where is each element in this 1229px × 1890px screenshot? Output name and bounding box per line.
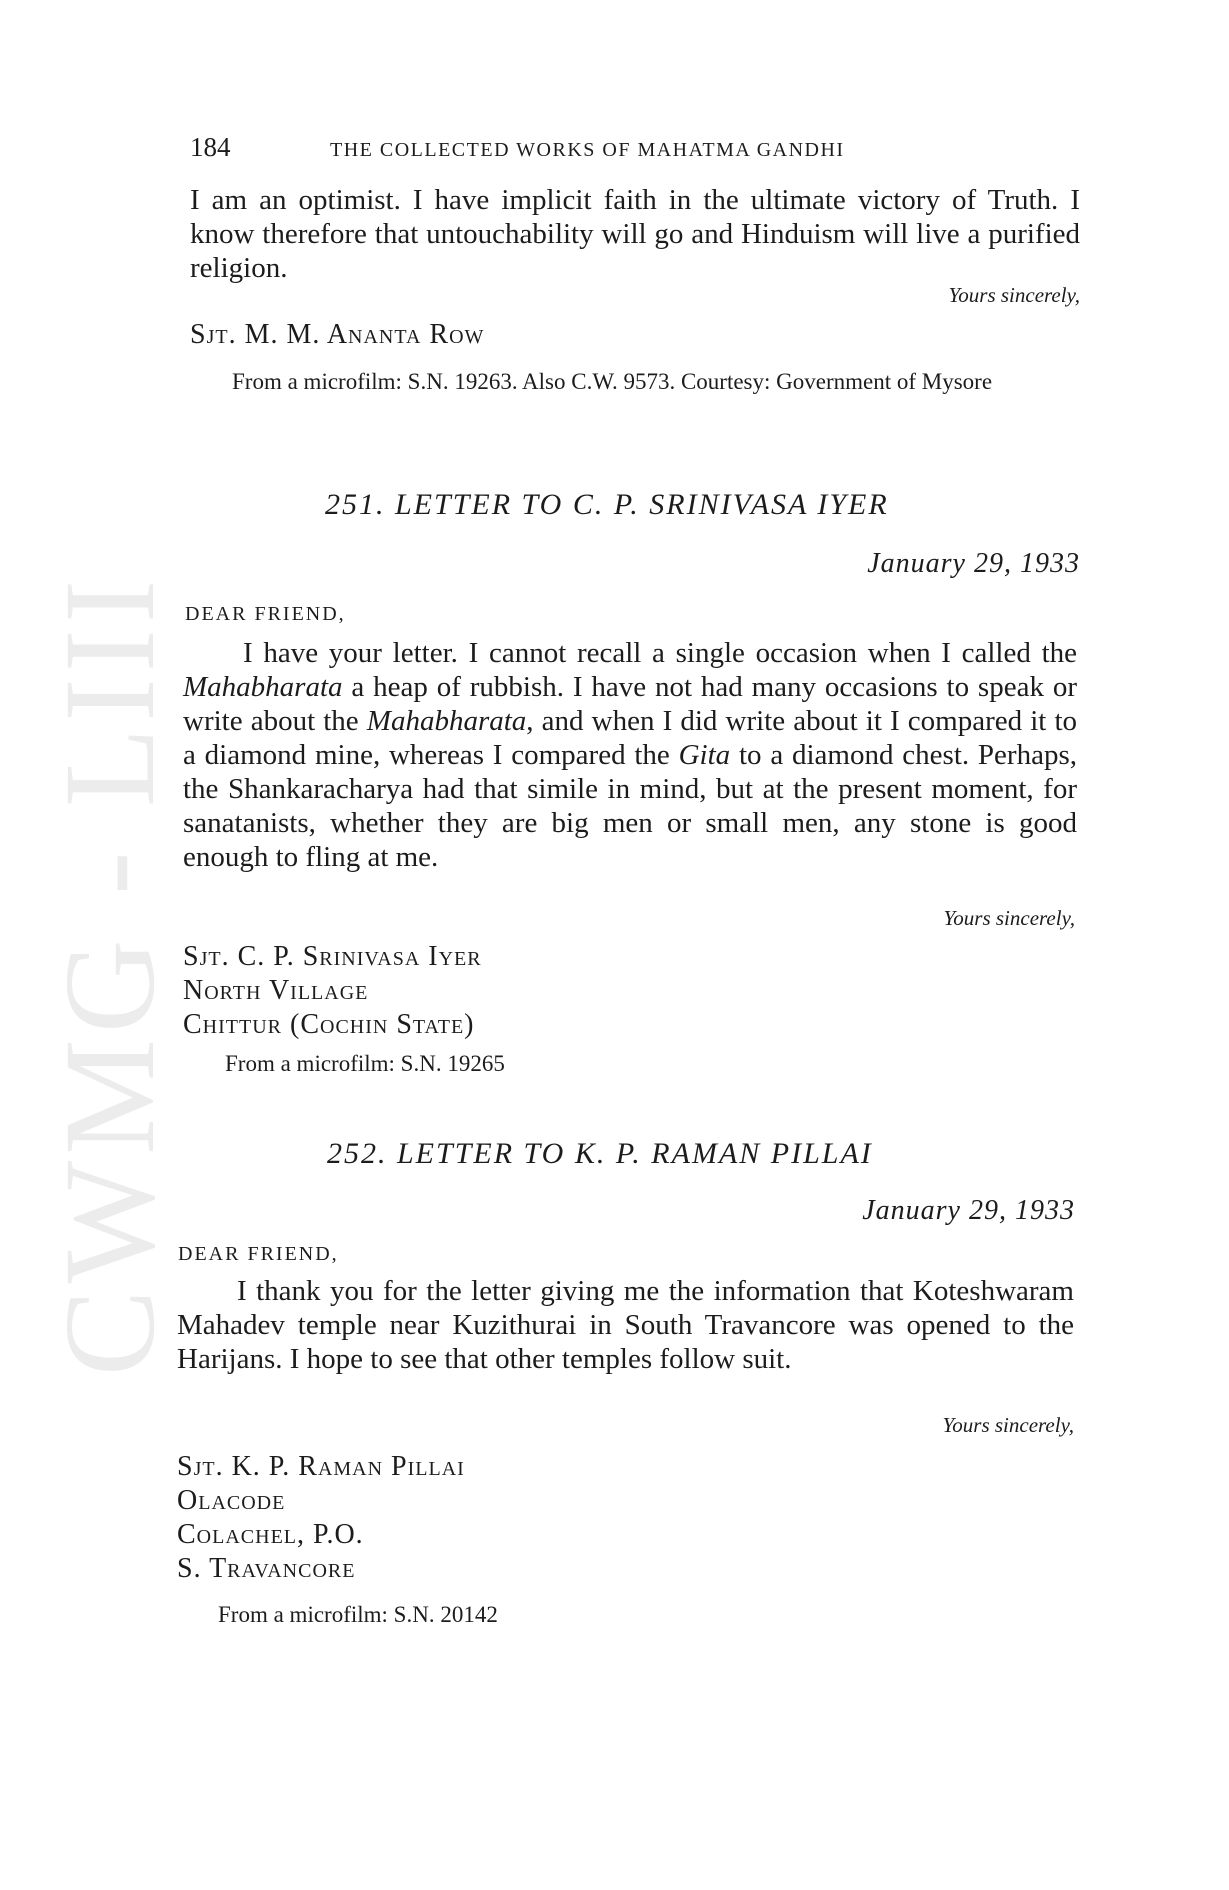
watermark: CWMG - LIII: [38, 573, 182, 1377]
letter-252-address-line: Colachel, P.O.: [177, 1519, 364, 1550]
letter-252-salutation: DEAR FRIEND,: [178, 1243, 339, 1265]
letter-252-body: I thank you for the letter giving me the information that Koteshwaram Mahadev temple near Kuzithurai in South Travancore was opened to the Harijans. I hope to see that other temples follow suit.: [177, 1275, 1074, 1375]
book-title: THE COLLECTED WORKS OF MAHATMA GANDHI: [330, 139, 845, 161]
letter-252-closing: Yours sincerely,: [942, 1413, 1074, 1437]
letter-251-address-line: Chittur (Cochin State): [183, 1009, 475, 1040]
letter-252-address-line: Sjt. K. P. Raman Pillai: [177, 1451, 465, 1482]
letter-251-salutation: DEAR FRIEND,: [185, 603, 346, 625]
prev-letter-source: From a microfilm: S.N. 19263. Also C.W. 9573. Courtesy: Government of Mysore: [232, 369, 993, 394]
letter-252-source: From a microfilm: S.N. 20142: [218, 1602, 498, 1627]
letter-251-date: January 29, 1933: [867, 548, 1080, 579]
letter-251-heading: 251. LETTER TO C. P. SRINIVASA IYER: [325, 488, 889, 521]
prev-letter-closing: Yours sincerely,: [948, 283, 1080, 307]
letter-251-closing: Yours sincerely,: [943, 906, 1075, 930]
letter-252-date: January 29, 1933: [862, 1195, 1075, 1226]
prev-letter-addressee: Sjt. M. M. Ananta Row: [190, 319, 485, 350]
letter-252-address-line: S. Travancore: [177, 1553, 356, 1584]
letter-251-source: From a microfilm: S.N. 19265: [225, 1051, 505, 1076]
letter-251-body: I have your letter. I cannot recall a single occasion when I called the Mahabharata a heap of rubbish. I have not had many occasions to speak or write about the Mahabharata, and when I did write about it I compared it to a diamond mine, whereas I compared the Gita to a diamond chest. Perhaps, the Shankaracharya had that simile in mind, but at the present moment, for sanatanists, whether they are big men or small men, any stone is good enough to fling at me.: [183, 637, 1077, 873]
page-number: 184: [190, 132, 231, 162]
letter-251-address-line: Sjt. C. P. Srinivasa Iyer: [183, 941, 482, 972]
title-mahabharata: Mahabharata: [183, 671, 343, 703]
letter-251-address-line: North Village: [183, 975, 369, 1006]
prev-letter-body: I am an optimist. I have implicit faith in the ultimate victory of Truth. I know therefore that untouchability will go and Hinduism will live a purified religion.: [190, 184, 1080, 284]
title-gita: Gita: [678, 739, 731, 771]
letter-252-heading: 252. LETTER TO K. P. RAMAN PILLAI: [327, 1137, 873, 1170]
running-head: [190, 132, 845, 163]
title-mahabharata: Mahabharata: [366, 705, 527, 737]
letter-252-address-line: Olacode: [177, 1485, 286, 1516]
